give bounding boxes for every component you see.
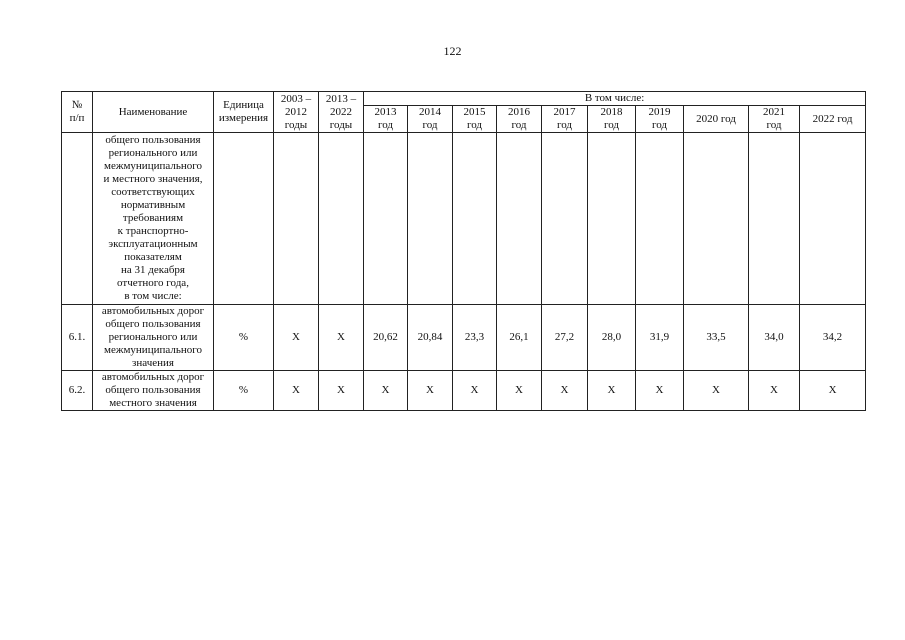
row-value-2013: Х xyxy=(364,371,408,411)
row-value-2017 xyxy=(542,133,588,305)
row-value-2020 xyxy=(684,133,749,305)
row-value-2019 xyxy=(636,133,684,305)
col-header-year-2020: 2020 год xyxy=(684,106,749,133)
table-row xyxy=(62,371,866,411)
row-unit: % xyxy=(214,371,274,411)
row-value-2020: 33,5 xyxy=(684,305,749,371)
row-value-2014: Х xyxy=(408,371,453,411)
row-period-1: Х xyxy=(274,305,319,371)
row-period-2: Х xyxy=(319,371,364,411)
row-value-2013: 20,62 xyxy=(364,305,408,371)
row-value-2015: Х xyxy=(453,371,497,411)
row-name: автомобильных дорог общего пользования местного значения xyxy=(93,371,214,411)
row-value-2015 xyxy=(453,133,497,305)
col-header-year-2018: 2018 год xyxy=(588,106,636,133)
col-header-name: Наименование xyxy=(93,92,214,133)
row-value-2021: Х xyxy=(749,371,800,411)
row-name: общего пользования регионального или межмуниципального и местного значения, соответствующих нормативным требованиям к транспортно- эксплуатационным показателям на 31 декабря отчетного года, в том числе: xyxy=(93,133,214,305)
col-header-year-2021: 2021 год xyxy=(749,106,800,133)
row-period-2: Х xyxy=(319,305,364,371)
row-period-1 xyxy=(274,133,319,305)
row-value-2022: Х xyxy=(800,371,866,411)
row-value-2021 xyxy=(749,133,800,305)
row-value-2022 xyxy=(800,133,866,305)
indicators-table xyxy=(61,91,866,411)
row-value-2013 xyxy=(364,133,408,305)
row-num: 6.1. xyxy=(62,305,93,371)
row-value-2016: Х xyxy=(497,371,542,411)
table-row xyxy=(62,133,866,305)
col-header-year-2013: 2013 год xyxy=(364,106,408,133)
row-period-1: Х xyxy=(274,371,319,411)
row-unit xyxy=(214,133,274,305)
col-header-period-2003-2012: 2003 – 2012 годы xyxy=(274,92,319,133)
row-value-2021: 34,0 xyxy=(749,305,800,371)
col-header-period-2013-2022: 2013 – 2022 годы xyxy=(319,92,364,133)
row-value-2019: 31,9 xyxy=(636,305,684,371)
row-value-2016 xyxy=(497,133,542,305)
col-header-year-2016: 2016 год xyxy=(497,106,542,133)
row-period-2 xyxy=(319,133,364,305)
table-row xyxy=(62,305,866,371)
col-header-year-2017: 2017 год xyxy=(542,106,588,133)
col-header-including: В том числе: xyxy=(364,92,866,106)
col-header-num: № п/п xyxy=(62,92,93,133)
row-unit: % xyxy=(214,305,274,371)
row-value-2014 xyxy=(408,133,453,305)
row-value-2017: 27,2 xyxy=(542,305,588,371)
row-value-2020: Х xyxy=(684,371,749,411)
row-value-2015: 23,3 xyxy=(453,305,497,371)
row-value-2017: Х xyxy=(542,371,588,411)
col-header-year-2019: 2019 год xyxy=(636,106,684,133)
row-value-2018: Х xyxy=(588,371,636,411)
col-header-year-2022: 2022 год xyxy=(800,106,866,133)
row-num: 6.2. xyxy=(62,371,93,411)
page-number: 122 xyxy=(443,44,462,58)
row-value-2016: 26,1 xyxy=(497,305,542,371)
row-value-2018 xyxy=(588,133,636,305)
header-row xyxy=(62,92,866,106)
col-header-unit: Единица измерения xyxy=(214,92,274,133)
row-value-2018: 28,0 xyxy=(588,305,636,371)
row-value-2022: 34,2 xyxy=(800,305,866,371)
row-num xyxy=(62,133,93,305)
row-value-2014: 20,84 xyxy=(408,305,453,371)
row-name: автомобильных дорог общего пользования регионального или межмуниципального значения xyxy=(93,305,214,371)
col-header-year-2014: 2014 год xyxy=(408,106,453,133)
row-value-2019: Х xyxy=(636,371,684,411)
col-header-year-2015: 2015 год xyxy=(453,106,497,133)
